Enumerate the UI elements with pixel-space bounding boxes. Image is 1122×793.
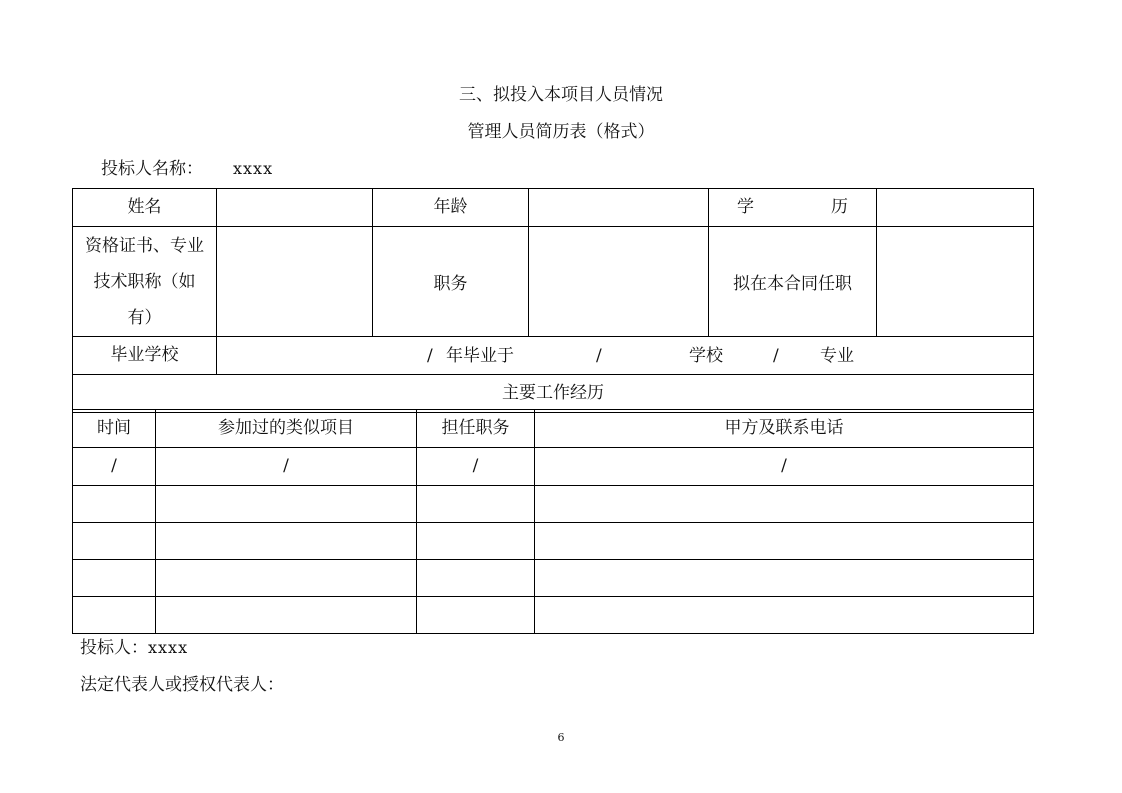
role-cell[interactable]: / bbox=[417, 448, 535, 486]
contract-role-label: 拟在本合同任职 bbox=[709, 227, 877, 337]
column-header-project: 参加过的类似项目 bbox=[156, 410, 417, 448]
time-cell[interactable] bbox=[73, 486, 156, 523]
table-row bbox=[73, 560, 1034, 597]
page-number: 6 bbox=[557, 731, 565, 744]
footer-representative-label: 法定代表人或授权代表人： bbox=[80, 675, 284, 695]
resume-row-graduation bbox=[73, 337, 1034, 375]
table-row bbox=[73, 597, 1034, 634]
column-header-time: 时间 bbox=[73, 410, 156, 448]
time-cell[interactable] bbox=[73, 523, 156, 560]
project-cell[interactable] bbox=[156, 597, 417, 634]
footer-bidder-label: 投标人： bbox=[80, 638, 148, 658]
resume-row-basic bbox=[73, 189, 1034, 227]
certificate-label-line-3: 有） bbox=[127, 307, 162, 328]
education-field[interactable] bbox=[877, 189, 1034, 227]
graduation-year-text: 年毕业于 bbox=[446, 345, 514, 366]
certificate-field[interactable] bbox=[217, 227, 373, 337]
project-cell[interactable]: / bbox=[156, 448, 417, 486]
project-cell[interactable] bbox=[156, 523, 417, 560]
age-field[interactable] bbox=[529, 189, 709, 227]
graduation-school-text: 学校 bbox=[689, 345, 723, 366]
column-header-role: 担任职务 bbox=[417, 410, 535, 448]
certificate-label-line-2: 技术职称（如 bbox=[93, 271, 196, 292]
footer-bidder-value: xxxx bbox=[148, 638, 189, 657]
graduation-slash: / bbox=[773, 345, 779, 366]
age-label: 年龄 bbox=[373, 189, 529, 227]
client-contact-cell[interactable] bbox=[535, 597, 1034, 634]
client-contact-cell[interactable] bbox=[535, 523, 1034, 560]
table-row bbox=[73, 523, 1034, 560]
role-cell[interactable] bbox=[417, 597, 535, 634]
table-row bbox=[73, 448, 1034, 486]
role-cell[interactable] bbox=[417, 560, 535, 597]
bidder-name-line bbox=[101, 154, 273, 179]
education-label-part-2: 历 bbox=[831, 197, 848, 217]
client-contact-cell[interactable]: / bbox=[535, 448, 1034, 486]
table-row bbox=[73, 486, 1034, 523]
time-cell[interactable]: / bbox=[73, 448, 156, 486]
graduation-school-label: 毕业学校 bbox=[73, 337, 217, 375]
bidder-name-value: xxxx bbox=[233, 159, 274, 178]
resume-row-qualification bbox=[73, 227, 1034, 337]
section-title: 三、拟投入本项目人员情况 bbox=[459, 85, 663, 105]
certificate-label-line-1: 资格证书、专业 bbox=[85, 235, 204, 256]
position-label: 职务 bbox=[373, 227, 529, 337]
time-cell[interactable] bbox=[73, 560, 156, 597]
role-cell[interactable] bbox=[417, 486, 535, 523]
work-experience-header-row bbox=[73, 410, 1034, 448]
name-field[interactable] bbox=[217, 189, 373, 227]
time-cell[interactable] bbox=[73, 597, 156, 634]
name-label: 姓名 bbox=[73, 189, 217, 227]
column-header-client-contact: 甲方及联系电话 bbox=[535, 410, 1034, 448]
client-contact-cell[interactable] bbox=[535, 486, 1034, 523]
position-field[interactable] bbox=[529, 227, 709, 337]
work-experience-heading-row bbox=[73, 375, 1034, 413]
form-title: 管理人员简历表（格式） bbox=[467, 122, 655, 142]
contract-role-field[interactable] bbox=[877, 227, 1034, 337]
bidder-name-label: 投标人名称： bbox=[101, 159, 203, 179]
resume-table bbox=[72, 188, 1034, 413]
graduation-slash: / bbox=[596, 345, 602, 366]
footer-bidder-line bbox=[80, 633, 188, 658]
graduation-slash: / bbox=[427, 345, 433, 366]
graduation-field[interactable] bbox=[217, 337, 1034, 375]
education-label bbox=[709, 189, 877, 227]
project-cell[interactable] bbox=[156, 560, 417, 597]
education-label-part-1: 学 bbox=[737, 197, 754, 217]
work-experience-heading: 主要工作经历 bbox=[73, 375, 1034, 413]
work-experience-table bbox=[72, 409, 1034, 634]
project-cell[interactable] bbox=[156, 486, 417, 523]
graduation-major-text: 专业 bbox=[820, 345, 854, 366]
role-cell[interactable] bbox=[417, 523, 535, 560]
client-contact-cell[interactable] bbox=[535, 560, 1034, 597]
certificate-label bbox=[73, 227, 217, 337]
